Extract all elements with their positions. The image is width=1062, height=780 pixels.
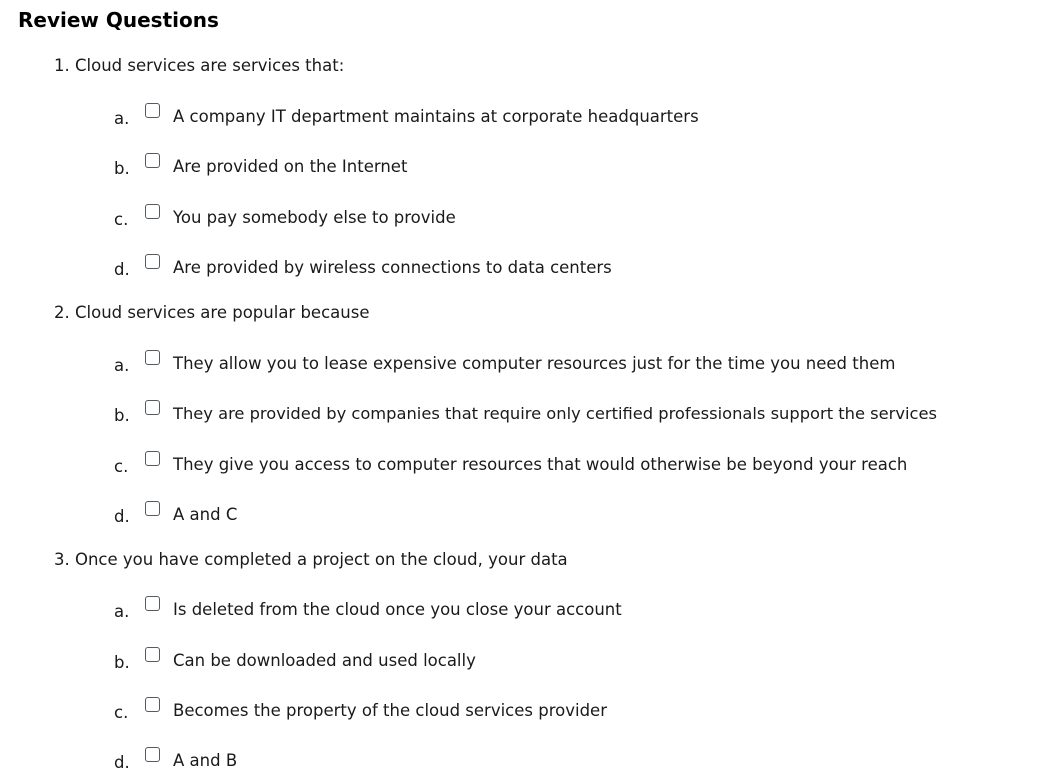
option-letter: d. (114, 260, 130, 279)
question-2-text: 2. Cloud services are popular because (54, 303, 370, 322)
question-1-option-c[interactable] (0, 207, 1062, 231)
question-1-option-a[interactable] (0, 106, 1062, 130)
question-1-option-d[interactable] (0, 257, 1062, 281)
checkbox[interactable] (145, 451, 160, 466)
option-letter: c. (114, 703, 129, 722)
checkbox[interactable] (145, 501, 160, 516)
option-letter: c. (114, 457, 129, 476)
option-label: Are provided on the Internet (173, 157, 408, 176)
option-label: A company IT department maintains at corporate headquarters (173, 107, 699, 126)
question-2-option-c[interactable] (0, 454, 1062, 478)
option-label: Is deleted from the cloud once you close your account (173, 600, 622, 619)
checkbox[interactable] (145, 596, 160, 611)
checkbox[interactable] (145, 647, 160, 662)
option-label: Becomes the property of the cloud services provider (173, 701, 607, 720)
option-letter: d. (114, 507, 130, 526)
checkbox[interactable] (145, 697, 160, 712)
checkbox[interactable] (145, 747, 160, 762)
question-1-text: 1. Cloud services are services that: (54, 56, 345, 75)
question-2-option-a[interactable] (0, 353, 1062, 377)
checkbox[interactable] (145, 103, 160, 118)
option-label: They give you access to computer resources that would otherwise be beyond your reach (173, 455, 908, 474)
option-letter: b. (114, 406, 130, 425)
question-3-option-c[interactable] (0, 700, 1062, 724)
question-3-text: 3. Once you have completed a project on the cloud, your data (54, 550, 568, 569)
option-letter: c. (114, 210, 129, 229)
option-letter: b. (114, 159, 130, 178)
option-letter: a. (114, 356, 130, 375)
checkbox[interactable] (145, 204, 160, 219)
option-letter: a. (114, 602, 130, 621)
checkbox[interactable] (145, 254, 160, 269)
option-label: Are provided by wireless connections to data centers (173, 258, 612, 277)
page-title: Review Questions (18, 8, 219, 32)
option-label: You pay somebody else to provide (173, 208, 456, 227)
question-1-option-b[interactable] (0, 156, 1062, 180)
option-letter: d. (114, 753, 130, 772)
checkbox[interactable] (145, 350, 160, 365)
question-2-option-d[interactable] (0, 504, 1062, 528)
question-2-option-b[interactable] (0, 403, 1062, 427)
option-label: They are provided by companies that require only certified professionals support the services (173, 404, 937, 423)
option-label: A and B (173, 751, 238, 770)
question-3-option-b[interactable] (0, 650, 1062, 674)
checkbox[interactable] (145, 153, 160, 168)
question-3-option-d[interactable] (0, 750, 1062, 774)
question-3-option-a[interactable] (0, 599, 1062, 623)
option-label: Can be downloaded and used locally (173, 651, 476, 670)
option-letter: a. (114, 109, 130, 128)
option-label: A and C (173, 505, 238, 524)
option-letter: b. (114, 653, 130, 672)
checkbox[interactable] (145, 400, 160, 415)
option-label: They allow you to lease expensive computer resources just for the time you need them (173, 354, 896, 373)
